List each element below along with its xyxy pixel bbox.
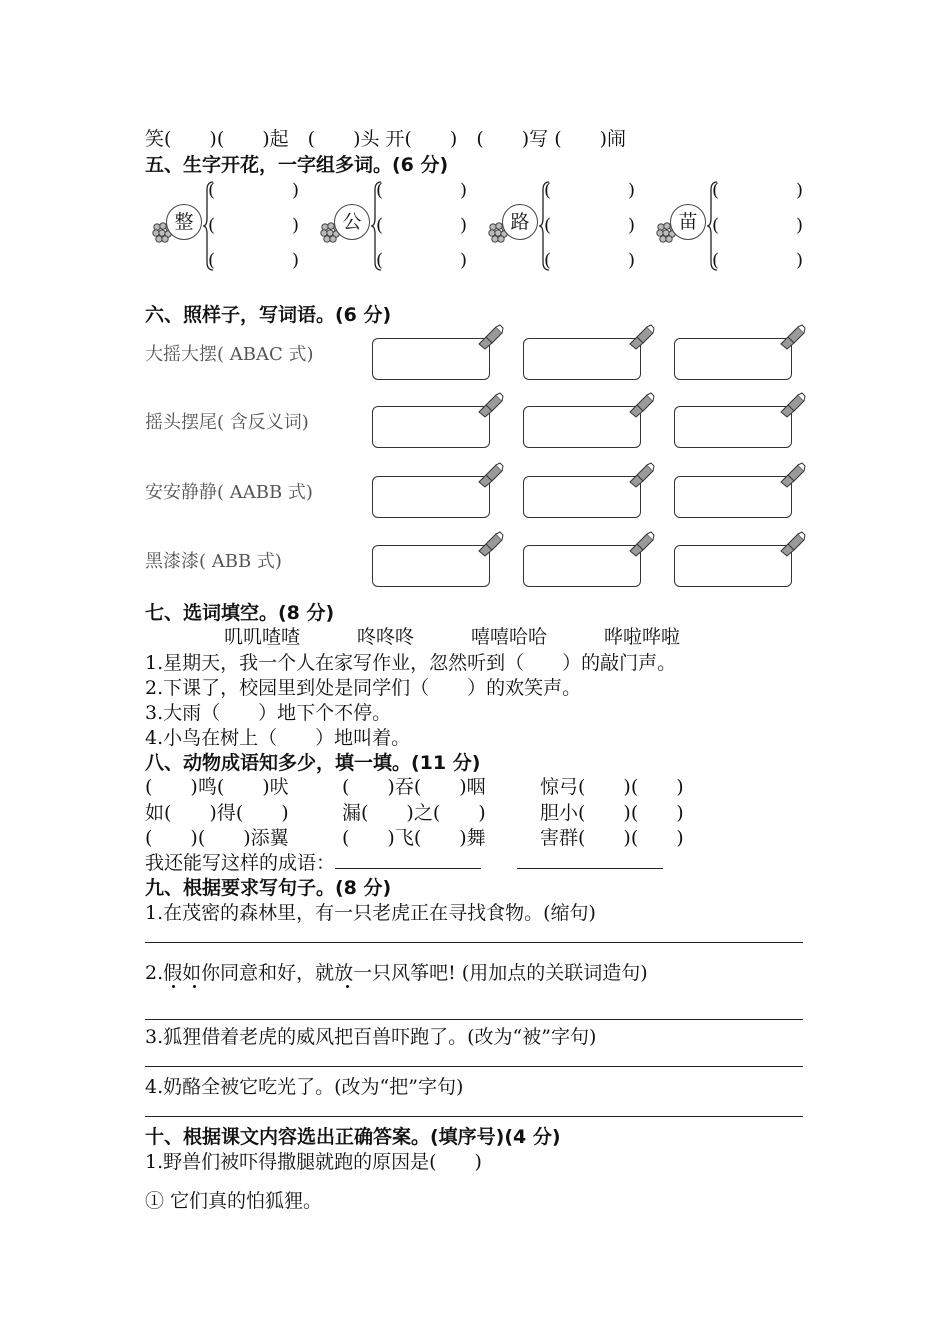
idiom-cell: 害群( )( ) <box>540 827 684 849</box>
target-character: 整 <box>166 204 202 240</box>
idiom-cell: 漏( )之( ) <box>342 802 486 824</box>
choice-question-1: 1.野兽们被吓得撒腿就跑的原因是( ) <box>145 1151 482 1173</box>
idiom-cell: ( )鸣( )吠 <box>145 776 289 798</box>
word-blank[interactable] <box>386 215 460 237</box>
sentence-question-3: 3.狐狸借着老虎的威风把百兽吓跑了。(改为“被”字句) <box>145 1026 597 1048</box>
paren-close: ) <box>796 180 804 201</box>
paren-open: ( <box>376 180 384 201</box>
word-blank[interactable] <box>218 180 292 202</box>
section-10-title: 十、根据课文内容选出正确答案。(填序号)(4 分) <box>145 1126 561 1148</box>
paren-close: ) <box>292 180 300 201</box>
idiom-cell: ( )吞( )咽 <box>342 776 486 798</box>
answer-box[interactable] <box>523 338 641 380</box>
section-9-title: 九、根据要求写句子。(8 分) <box>145 877 392 899</box>
word-choices: 叽叽喳喳 咚咚咚 嘻嘻哈哈 哗啦哗啦 <box>224 626 681 648</box>
paren-open: ( <box>712 180 720 201</box>
pattern-label: 安安静静( AABB 式) <box>145 482 313 503</box>
word-blank[interactable] <box>722 250 796 272</box>
target-character: 苗 <box>670 204 706 240</box>
paren-close: ) <box>460 180 468 201</box>
paren-open: ( <box>376 215 384 236</box>
emphasis-dot <box>193 985 196 988</box>
paren-open: ( <box>376 250 384 271</box>
paren-open: ( <box>712 215 720 236</box>
pencil-icon <box>778 324 806 350</box>
pencil-icon <box>778 462 806 488</box>
pencil-icon <box>476 324 504 350</box>
sentence-question-1: 1.在茂密的森林里，有一只老虎正在寻找食物。(缩句) <box>145 902 596 924</box>
idiom-fill-row: 笑( )( )起 ( )头 开( ) ( )写 ( )闹 <box>145 128 627 150</box>
paren-open: ( <box>208 180 216 201</box>
word-blank[interactable] <box>722 215 796 237</box>
pencil-icon <box>476 531 504 557</box>
choice-option-1: ① 它们真的怕狐狸。 <box>145 1190 323 1212</box>
emphasis-dot <box>172 985 175 988</box>
pencil-icon <box>627 462 655 488</box>
word-blank[interactable] <box>386 250 460 272</box>
answer-box[interactable] <box>523 545 641 587</box>
idiom-cell: ( )( )添翼 <box>145 827 289 849</box>
paren-close: ) <box>292 215 300 236</box>
char-flower <box>152 198 202 254</box>
section-8-title: 八、动物成语知多少，填一填。(11 分) <box>145 752 481 774</box>
pattern-label: 黑漆漆( ABB 式) <box>145 551 282 572</box>
section-7-title: 七、选词填空。(8 分) <box>145 602 335 624</box>
paren-open: ( <box>544 215 552 236</box>
pencil-icon <box>778 531 806 557</box>
answer-blank[interactable] <box>335 850 481 869</box>
fill-question-4: 4.小鸟在树上（ ）地叫着。 <box>145 727 411 749</box>
word-blank[interactable] <box>218 250 292 272</box>
answer-line[interactable] <box>145 1066 803 1067</box>
answer-line[interactable] <box>145 942 803 943</box>
target-character: 路 <box>502 204 538 240</box>
paren-close: ) <box>796 215 804 236</box>
idiom-cell: 如( )得( ) <box>145 802 289 824</box>
answer-box[interactable] <box>674 476 792 518</box>
pencil-icon <box>778 392 806 418</box>
fill-question-3: 3.大雨（ ）地下个不停。 <box>145 702 392 724</box>
paren-open: ( <box>544 180 552 201</box>
pencil-icon <box>627 392 655 418</box>
char-flower <box>488 198 538 254</box>
idiom-cell: 惊弓( )( ) <box>540 776 684 798</box>
pencil-icon <box>627 531 655 557</box>
paren-open: ( <box>712 250 720 271</box>
char-flower <box>320 198 370 254</box>
answer-box[interactable] <box>372 338 490 380</box>
paren-close: ) <box>460 250 468 271</box>
idiom-cell: ( )飞( )舞 <box>342 827 486 849</box>
pencil-icon <box>627 324 655 350</box>
fill-question-1: 1.星期天，我一个人在家写作业，忽然听到（ ）的敲门声。 <box>145 652 677 674</box>
idiom-cell: 胆小( )( ) <box>540 802 684 824</box>
paren-close: ) <box>292 250 300 271</box>
word-blank[interactable] <box>386 180 460 202</box>
section-6-title: 六、照样子，写词语。(6 分) <box>145 304 392 326</box>
paren-close: ) <box>628 250 636 271</box>
pencil-icon <box>476 392 504 418</box>
answer-box[interactable] <box>372 545 490 587</box>
more-idioms-prompt <box>145 848 663 875</box>
answer-box[interactable] <box>523 476 641 518</box>
answer-box[interactable] <box>372 476 490 518</box>
paren-open: ( <box>208 250 216 271</box>
answer-box[interactable] <box>372 406 490 448</box>
pencil-icon <box>476 462 504 488</box>
fill-question-2: 2.下课了，校园里到处是同学们（ ）的欢笑声。 <box>145 677 582 699</box>
answer-line[interactable] <box>145 1019 803 1020</box>
answer-blank[interactable] <box>517 850 663 869</box>
paren-close: ) <box>628 215 636 236</box>
more-idioms-label: 我还能写这样的成语： <box>145 852 336 874</box>
paren-open: ( <box>544 250 552 271</box>
char-flower <box>656 198 706 254</box>
target-character: 公 <box>334 204 370 240</box>
answer-box[interactable] <box>674 406 792 448</box>
paren-open: ( <box>208 215 216 236</box>
answer-line[interactable] <box>145 1116 803 1117</box>
word-blank[interactable] <box>722 180 796 202</box>
word-blank[interactable] <box>218 215 292 237</box>
paren-close: ) <box>796 250 804 271</box>
answer-box[interactable] <box>674 338 792 380</box>
answer-box[interactable] <box>674 545 792 587</box>
pattern-label: 摇头摆尾( 含反义词) <box>145 412 309 433</box>
word-blank[interactable] <box>554 215 628 237</box>
answer-box[interactable] <box>523 406 641 448</box>
emphasis-dot <box>346 985 349 988</box>
section-5-title: 五、生字开花，一字组多词。(6 分) <box>145 154 449 176</box>
paren-close: ) <box>628 180 636 201</box>
paren-close: ) <box>460 215 468 236</box>
pattern-label: 大摇大摆( ABAC 式) <box>145 344 314 365</box>
word-blank[interactable] <box>554 250 628 272</box>
sentence-question-4: 4.奶酪全被它吃光了。(改为“把”字句) <box>145 1076 464 1098</box>
sentence-question-2: 2.假如你同意和好，就放一只风筝吧! (用加点的关联词造句) <box>145 962 648 984</box>
word-blank[interactable] <box>554 180 628 202</box>
